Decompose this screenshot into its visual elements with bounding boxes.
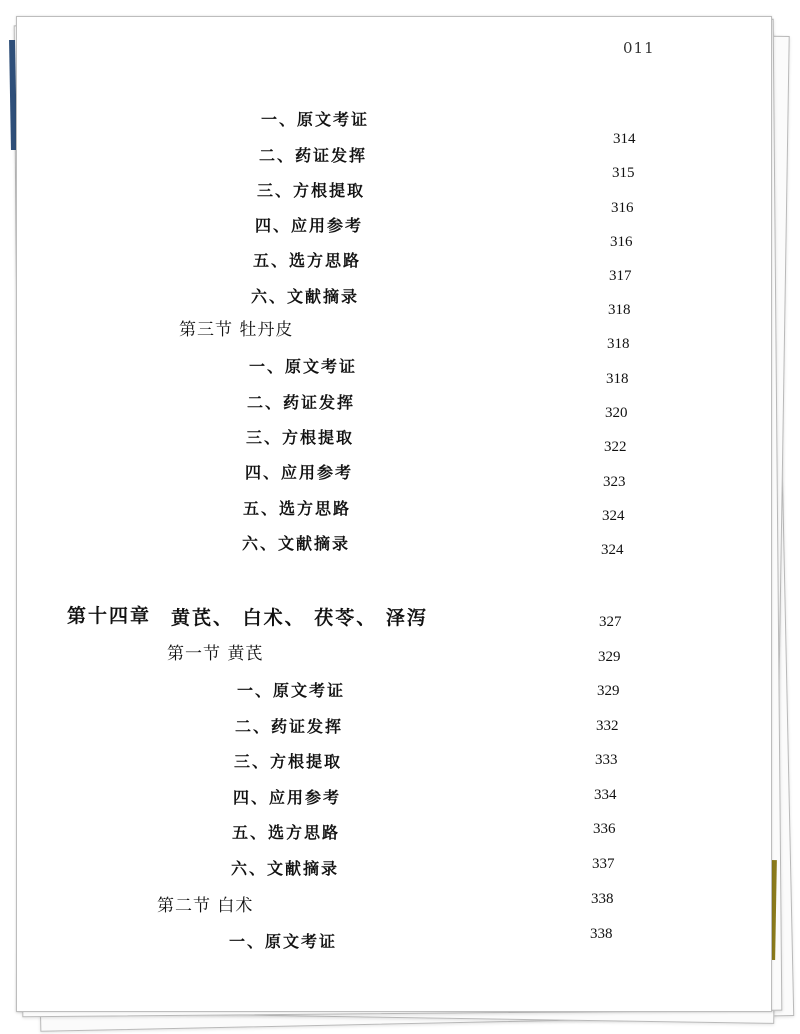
toc-item[interactable]: 一、原文考证 [229, 932, 338, 951]
toc-item[interactable]: 三、方根提取 [234, 752, 343, 771]
toc-item[interactable]: 四、应用参考 [245, 463, 354, 482]
page-ref: 327 [599, 614, 622, 630]
page-ref: 320 [605, 405, 628, 421]
toc-item[interactable]: 四、应用参考 [233, 788, 342, 807]
page-ref: 322 [604, 439, 627, 455]
section-title[interactable]: 第三节 牡丹皮 [179, 320, 294, 340]
section-title[interactable]: 第二节 白术 [157, 896, 254, 916]
toc-item[interactable]: 一、原文考证 [261, 110, 370, 129]
toc-item[interactable]: 二、药证发挥 [247, 393, 356, 412]
page-ref: 324 [602, 508, 625, 524]
chapter-prefix[interactable]: 第十四章 [67, 605, 152, 627]
chapter-title[interactable]: 黄芪、 白术、 茯苓、 泽泻 [171, 607, 428, 629]
page-ref: 329 [597, 683, 620, 699]
toc-item[interactable]: 五、选方思路 [243, 499, 352, 518]
page-ref: 314 [613, 131, 636, 147]
page-ref: 316 [610, 234, 633, 250]
page-ref: 318 [608, 302, 631, 318]
toc-item[interactable]: 一、原文考证 [249, 357, 358, 376]
page-ref: 338 [590, 926, 613, 942]
page-ref: 318 [606, 371, 629, 387]
page-ref: 329 [598, 649, 621, 665]
toc-item[interactable]: 六、文献摘录 [231, 859, 340, 878]
page-ref: 315 [612, 165, 635, 181]
section-title[interactable]: 第一节 黄芪 [167, 644, 264, 664]
page-ref: 332 [596, 718, 619, 734]
page-ref: 324 [601, 542, 624, 558]
toc-item[interactable]: 一、原文考证 [237, 681, 346, 700]
page-ref: 316 [611, 200, 634, 216]
toc-item[interactable]: 六、文献摘录 [242, 534, 351, 553]
page-ref: 333 [595, 752, 618, 768]
page-ref: 334 [594, 787, 617, 803]
toc-item[interactable]: 二、药证发挥 [235, 717, 344, 736]
toc-item[interactable]: 三、方根提取 [257, 181, 366, 200]
page-ref: 337 [592, 856, 615, 872]
page-ref: 338 [591, 891, 614, 907]
toc-item[interactable]: 四、应用参考 [255, 216, 364, 235]
toc-item[interactable]: 二、药证发挥 [259, 146, 368, 165]
toc-item[interactable]: 五、选方思路 [253, 251, 362, 270]
page-ref: 317 [609, 268, 632, 284]
page-ref: 323 [603, 474, 626, 490]
toc-item[interactable]: 三、方根提取 [246, 428, 355, 447]
page-ref: 318 [607, 336, 630, 352]
page-ref: 336 [593, 821, 616, 837]
toc-item[interactable]: 六、文献摘录 [251, 287, 360, 306]
toc-page [16, 16, 772, 1012]
page-number: 011 [623, 39, 655, 57]
toc-item[interactable]: 五、选方思路 [232, 823, 341, 842]
